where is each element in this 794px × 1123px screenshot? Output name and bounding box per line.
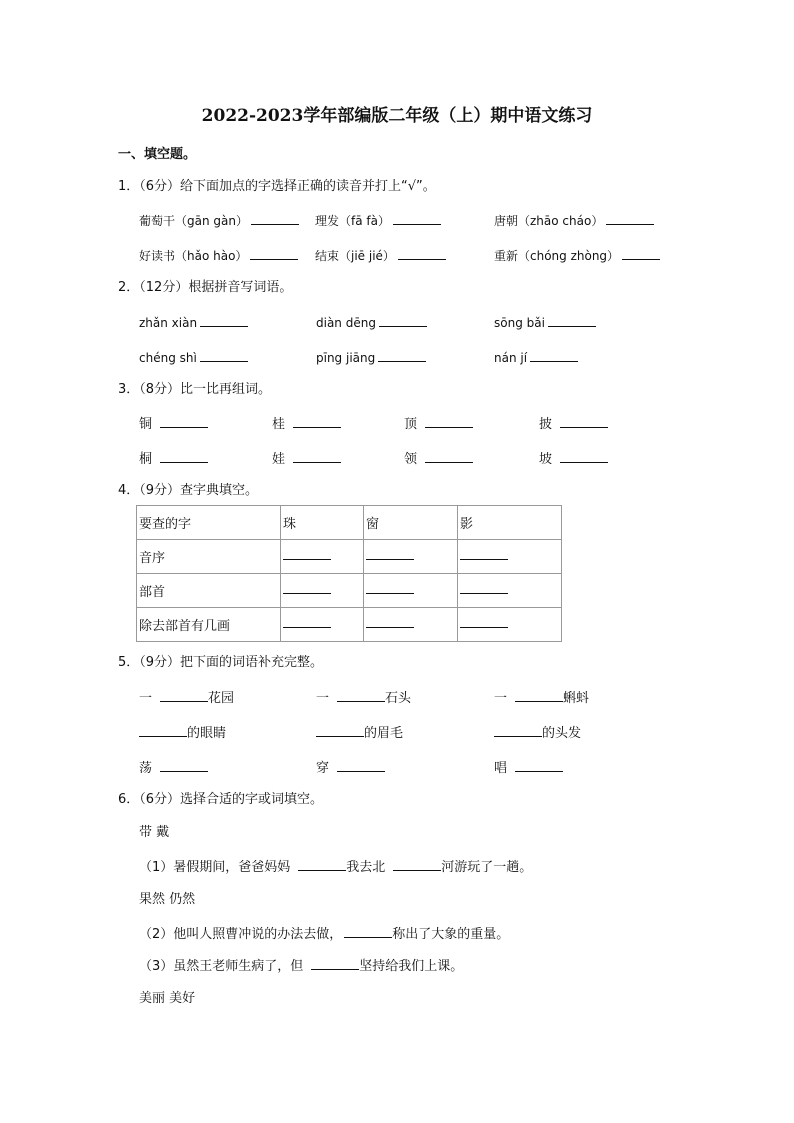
sentence-text: 河游玩了一趟。	[441, 860, 533, 875]
page-title: 2022-2023学年部编版二年级（上）期中语文练习	[201, 106, 593, 126]
choice-words: 果然 仍然	[139, 892, 196, 907]
q3-item	[539, 416, 608, 431]
pinyin-text: zhǎn xiàn	[139, 316, 198, 330]
answer-blank[interactable]	[337, 690, 385, 702]
q6-stem: 6．（6分）选择合适的字或词填空。	[118, 792, 324, 807]
pinyin-text: chéng shì	[139, 351, 197, 365]
table-header-cell: 窗	[364, 506, 458, 540]
q1-item-text: 唐朝（zhāo cháo）	[494, 214, 604, 228]
q1-item-text: 好读书（hǎo hào）	[139, 249, 248, 263]
char-text: 桂	[272, 417, 286, 432]
answer-blank[interactable]	[139, 725, 187, 737]
q5-item	[139, 725, 226, 740]
answer-blank[interactable]	[200, 315, 248, 327]
table-cell	[458, 540, 562, 574]
answer-blank[interactable]	[606, 213, 654, 225]
answer-blank[interactable]	[366, 549, 414, 560]
sentence-text: （3）虽然王老师生病了，但	[139, 959, 304, 974]
q3-item	[404, 451, 473, 466]
answer-blank[interactable]	[293, 416, 341, 428]
q2-item	[494, 315, 596, 329]
table-header-cell: 要查的字	[137, 506, 281, 540]
table-header-row	[137, 506, 562, 540]
table-cell	[364, 608, 458, 642]
q5-item	[494, 725, 581, 740]
word-text: 蝌蚪	[563, 691, 590, 706]
q5-item	[139, 760, 208, 775]
section-heading: 一、填空题。	[118, 147, 197, 162]
answer-blank[interactable]	[398, 248, 446, 260]
answer-blank[interactable]	[311, 958, 359, 970]
answer-blank[interactable]	[460, 583, 508, 594]
table-row	[137, 540, 562, 574]
word-text: 石头	[385, 691, 412, 706]
char-text: 娃	[272, 452, 286, 467]
q1-item-text: 重新（chóng zhòng）	[494, 249, 620, 263]
q5-item	[494, 690, 589, 705]
pinyin-text: sōng bǎi	[494, 316, 545, 330]
answer-blank[interactable]	[460, 617, 508, 628]
answer-blank[interactable]	[548, 315, 596, 327]
char-text: 穿	[316, 761, 330, 776]
answer-blank[interactable]	[160, 416, 208, 428]
table-row	[137, 574, 562, 608]
q1-item	[315, 248, 446, 262]
char-text: 荡	[139, 761, 153, 776]
q1-item	[315, 213, 441, 227]
pinyin-text: nán jí	[494, 351, 528, 365]
char-text: 桐	[139, 452, 153, 467]
q2-item	[139, 350, 248, 364]
prefix-text: 一	[316, 691, 330, 706]
table-cell	[281, 608, 364, 642]
q1-item	[139, 248, 298, 262]
answer-blank[interactable]	[378, 350, 426, 362]
q1-item	[139, 213, 299, 227]
answer-blank[interactable]	[316, 725, 364, 737]
word-text: 的头发	[542, 726, 582, 741]
q3-item	[272, 416, 341, 431]
pinyin-text: pīng jiāng	[316, 351, 376, 365]
table-cell	[458, 608, 562, 642]
q2-item	[494, 350, 578, 364]
q5-item	[316, 690, 411, 705]
char-text: 铜	[139, 417, 153, 432]
q5-stem: 5．（9分）把下面的词语补充完整。	[118, 655, 324, 670]
q3-item	[539, 451, 608, 466]
answer-blank[interactable]	[494, 725, 542, 737]
choice-words: 带 戴	[139, 825, 170, 840]
q5-item	[316, 760, 385, 775]
table-header-cell: 珠	[281, 506, 364, 540]
prefix-text: 一	[494, 691, 508, 706]
q6-sentence	[139, 926, 509, 941]
answer-blank[interactable]	[160, 690, 208, 702]
answer-blank[interactable]	[298, 859, 346, 871]
answer-blank[interactable]	[393, 859, 441, 871]
table-cell	[364, 574, 458, 608]
q1-item-text: 理发（fā fà）	[315, 214, 390, 228]
choice-words: 美丽 美好	[139, 991, 196, 1006]
answer-blank[interactable]	[293, 451, 341, 463]
q2-item	[316, 315, 427, 329]
word-text: 的眉毛	[364, 726, 404, 741]
char-text: 领	[404, 452, 418, 467]
table-header-cell: 影	[458, 506, 562, 540]
q1-item	[494, 213, 654, 227]
answer-blank[interactable]	[200, 350, 248, 362]
answer-blank[interactable]	[515, 760, 563, 772]
q5-item	[139, 690, 234, 705]
table-row	[137, 608, 562, 642]
q1-item	[494, 248, 660, 262]
row-label: 除去部首有几画	[137, 608, 281, 642]
q2-stem: 2．（12分）根据拼音写词语。	[118, 280, 293, 295]
answer-blank[interactable]	[337, 760, 385, 772]
answer-blank[interactable]	[283, 583, 331, 594]
char-text: 坡	[539, 452, 553, 467]
dictionary-table	[136, 505, 562, 642]
q3-item	[404, 416, 473, 431]
table-cell	[458, 574, 562, 608]
answer-blank[interactable]	[425, 416, 473, 428]
word-text: 的眼睛	[187, 726, 227, 741]
table-cell	[364, 540, 458, 574]
q3-stem: 3．（8分）比一比再组词。	[118, 382, 272, 397]
answer-blank[interactable]	[366, 583, 414, 594]
answer-blank[interactable]	[530, 350, 578, 362]
sentence-text: （1）暑假期间，爸爸妈妈	[139, 860, 291, 875]
row-label: 部首	[137, 574, 281, 608]
sentence-text: 我去北	[346, 860, 386, 875]
answer-blank[interactable]	[560, 416, 608, 428]
char-text: 唱	[494, 761, 508, 776]
answer-blank[interactable]	[283, 617, 331, 628]
q3-item	[139, 451, 208, 466]
answer-blank[interactable]	[160, 451, 208, 463]
q5-item	[316, 725, 403, 740]
answer-blank[interactable]	[344, 926, 392, 938]
char-text: 披	[539, 417, 553, 432]
answer-blank[interactable]	[250, 248, 298, 260]
q3-item	[272, 451, 341, 466]
word-text: 花园	[208, 691, 235, 706]
q6-sentence	[139, 958, 463, 973]
pinyin-text: diàn dēng	[316, 316, 376, 330]
q2-item	[316, 350, 426, 364]
char-text: 顶	[404, 417, 418, 432]
answer-blank[interactable]	[160, 760, 208, 772]
answer-blank[interactable]	[425, 451, 473, 463]
answer-blank[interactable]	[283, 549, 331, 560]
answer-blank[interactable]	[515, 690, 563, 702]
q4-stem: 4．（9分）查字典填空。	[118, 483, 259, 498]
answer-blank[interactable]	[379, 315, 427, 327]
answer-blank[interactable]	[251, 213, 299, 225]
sentence-text: 坚持给我们上课。	[359, 959, 464, 974]
answer-blank[interactable]	[366, 617, 414, 628]
table-cell	[281, 540, 364, 574]
q1-item-text: 葡萄干（gān gàn）	[139, 214, 248, 228]
table-cell	[281, 574, 364, 608]
answer-blank[interactable]	[393, 213, 441, 225]
q2-item	[139, 315, 248, 329]
q6-sentence	[139, 859, 532, 874]
sentence-text: （2）他叫人照曹冲说的办法去做，	[139, 927, 343, 942]
q3-item	[139, 416, 208, 431]
q1-item-text: 结束（jiē jié）	[315, 249, 395, 263]
answer-blank[interactable]	[560, 451, 608, 463]
q5-item	[494, 760, 563, 775]
sentence-text: 称出了大象的重量。	[392, 927, 510, 942]
row-label: 音序	[137, 540, 281, 574]
q1-stem: 1．（6分）给下面加点的字选择正确的读音并打上“√”。	[118, 179, 436, 194]
prefix-text: 一	[139, 691, 153, 706]
answer-blank[interactable]	[622, 248, 660, 260]
answer-blank[interactable]	[460, 549, 508, 560]
